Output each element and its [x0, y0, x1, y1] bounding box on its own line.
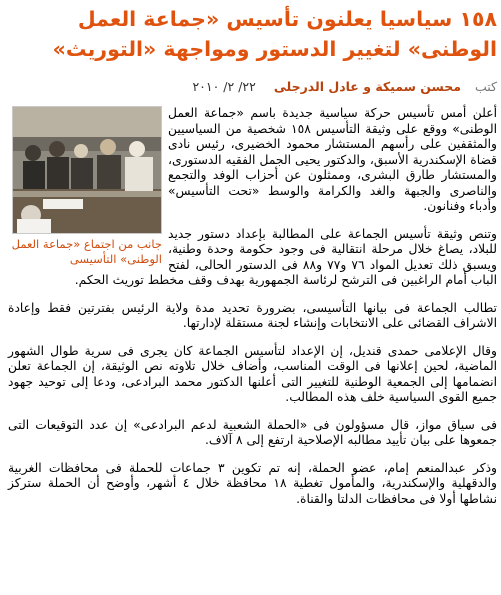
article-paragraph: تطالب الجماعة فى بيانها التأسيسى، بضرورة تحديد مدة ولاية الرئيس بفترتين فقط وإعادة الاشراف القضائى على الانتخابات وإنشاء لجنة مستقلة لإدارتها. — [8, 300, 497, 330]
article-paragraph: وذكر عبدالمنعم إمام، عضو الحملة، إنه تم تكوين ٣ جماعات للحملة فى محافظات الغربية والدقهلية والإسكندرية، والمأمول تغطية ١٨ محافظة خلال ٤ أشهر، وأوضح أن الحملة ستركز نشاطها أولا فى محافظات الدلتا والقناة. — [8, 460, 497, 506]
article-paragraph: وقال الإعلامى حمدى قنديل، إن الإعداد لتأسيس الجماعة كان يجرى فى سرية طوال الشهور الماضية، لحين إعلانها فى الوقت المناسب، وأضاف خلال تلاوته نص الوثيقة، إن الجماعة تعلن انضمامها إلى الجمعية الوطنية للتغيير التى أعلنها الدكتور محمد البرادعى، ودعا إلى توحيد جهود جميع القوى السياسية خلف هذه المطالب. — [8, 343, 497, 404]
article-paragraph: وتنص وثيقة تأسيس الجماعة على المطالبة بإعداد دستور جديد للبلاد، يصاغ خلال مرحلة انتقالية فى وجود حكومة وحدة وطنية، ويسبق ذلك تعديل المواد ٧٦ و٧٧ و٨٨ فى الدستور الحالى، لفتح الباب أمام الراغبين فى الترشح لرئاسة الجمهورية بهدف وقف مخطط توريث الحكم. — [74, 226, 497, 287]
article-headline: ١٥٨ سياسيا يعلنون تأسيس «جماعة العمل الوطنى» لتغيير الدستور ومواجهة «التوريث» — [52, 7, 497, 61]
meeting-photo — [12, 106, 162, 234]
article-page — [0, 4, 501, 595]
article-date: ٢٢/ ٢/ ٢٠١٠ — [192, 79, 256, 94]
article-body — [8, 106, 497, 507]
article-byline — [8, 78, 497, 96]
article-paragraph: فى سياق مواز، قال مسؤولون فى «الحملة الشعبية لدعم البرادعى» إن عدد التوقيعات التى جمعوها على بيان تأييد مطالبه الإصلاحية ارتفع إلى ٨ آلاف. — [8, 417, 497, 447]
byline-label: كتب — [475, 79, 497, 94]
article-authors[interactable]: محسن سميكة و عادل الدرجلى — [273, 79, 462, 94]
photo-caption: جانب من اجتماع «جماعة العمل الوطنى» التأسيسى — [11, 237, 162, 266]
article-paragraph: أعلن أمس تأسيس حركة سياسية جديدة باسم «جماعة العمل الوطنى» ووقع على وثيقة التأسيس ١٥٨ شخصية من السياسيين والمثقفين على رأسهم المستشار محمود الخضيرى، رئيس نادى قضاة الإسكندرية الأسبق، والدكتور يحيى الجمل الفقيه الدستورى، والمستشار طارق البشرى، وممثلون عن أحزاب الوفد والتجمع والناصرى والجبهة والغد والكرامة والوسط «تحت التأسيس» وأدباء وفنانون. — [168, 106, 497, 213]
article-figure — [8, 106, 162, 267]
